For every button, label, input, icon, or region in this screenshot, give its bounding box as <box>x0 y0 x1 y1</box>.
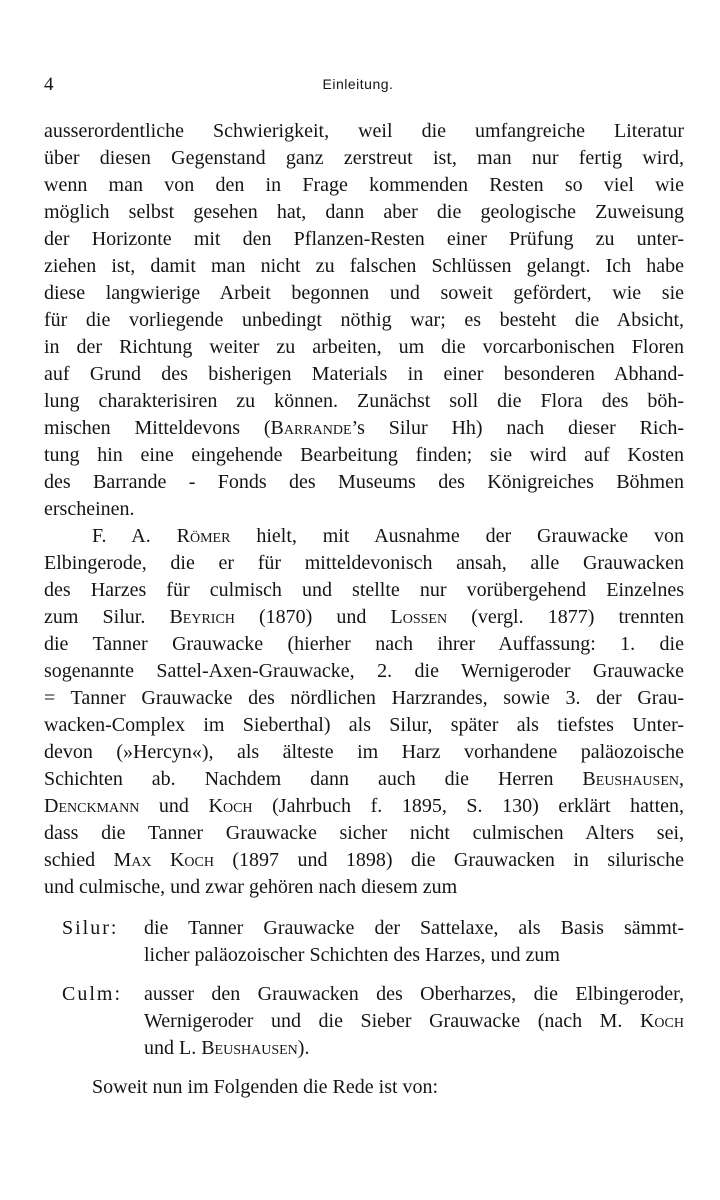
list-body <box>144 915 684 969</box>
text-line: die Tanner Grauwacke (hierher nach ihrer Auffassung: 1. die <box>44 633 684 655</box>
text-span: mischen Mitteldevons ( <box>44 417 271 439</box>
text-span: ’s Silur Hh) nach dieser Rich- <box>351 417 685 439</box>
text-line: dass die Tanner Grauwacke sicher nicht culmischen Alters sei, <box>44 822 684 844</box>
author-name: Beushausen <box>201 1037 298 1059</box>
paragraph-2 <box>44 523 684 901</box>
text-line <box>44 523 684 550</box>
text-span: (1897 und 1898) die Grauwacken in silurische <box>213 849 684 871</box>
closing-line: Soweit nun im Folgenden die Rede ist von: <box>92 1076 439 1098</box>
list-term: Culm: <box>62 983 123 1005</box>
author-name: Beyrich <box>169 606 235 628</box>
author-name: Barrande <box>270 417 352 439</box>
page-header <box>44 74 672 98</box>
text-line: Elbingerode, die er für mitteldevonisch ansah, alle Grauwacken <box>44 552 684 574</box>
text-span: ). <box>297 1037 310 1059</box>
list-item-culm <box>44 981 684 1062</box>
author-name: Max Koch <box>113 849 214 871</box>
text-line: für die vorliegende unbedingt nöthig war; es besteht die Absicht, <box>44 309 684 331</box>
text-line: = Tanner Grauwacke des nördlichen Harzrandes, sowie 3. der Grau- <box>44 687 684 709</box>
text-line <box>144 1035 684 1062</box>
author-name: Beushausen, <box>582 768 684 790</box>
text-line <box>44 604 684 631</box>
text-line: über diesen Gegenstand ganz zerstreut ist, man nur fertig wird, <box>44 147 684 169</box>
author-name: Koch <box>208 795 253 817</box>
text-line <box>44 766 684 793</box>
text-line: diese langwierige Arbeit begonnen und soweit gefördert, wie sie <box>44 282 684 304</box>
body-text <box>44 118 684 1101</box>
text-line: ausser den Grauwacken des Oberharzes, die Elbingeroder, <box>144 983 684 1005</box>
author-name: Lossen <box>390 606 448 628</box>
list-term: Silur: <box>62 917 119 939</box>
text-line: wenn man von den in Frage kommenden Resten so viel wie <box>44 174 684 196</box>
definition-list <box>44 915 684 1062</box>
list-body <box>144 981 684 1062</box>
text-line: sogenannte Sattel-Axen-Grauwacke, 2. die Wernigeroder Grauwacke <box>44 660 684 682</box>
text-line: auf Grund des bisherigen Materials in einer besonderen Abhand- <box>44 363 684 385</box>
text-span: Wernigeroder und die Sieber Grauwacke (nach M. <box>144 1010 640 1032</box>
list-item-silur <box>44 915 684 969</box>
text-span: (Jahrbuch f. 1895, S. 130) erklärt hatten, <box>252 795 685 817</box>
text-line: in der Richtung weiter zu arbeiten, um die vorcarbonischen Floren <box>44 336 684 358</box>
text-line: und culmische, und zwar gehören nach diesem zum <box>44 876 458 898</box>
text-line: licher paläozoischer Schichten des Harzes, und zum <box>144 944 560 966</box>
text-line: wacken-Complex im Sieberthal) als Silur, später als tiefstes Unter- <box>44 714 684 736</box>
text-line: erscheinen. <box>44 498 135 520</box>
text-line: des Barrande - Fonds des Museums des Königreiches Böhmen <box>44 471 684 493</box>
text-span: (vergl. 1877) trennten <box>447 606 684 628</box>
text-line <box>144 1008 684 1035</box>
text-span: hielt, mit Ausnahme der Grauwacke von <box>230 525 684 547</box>
text-line: ausserordentliche Schwierigkeit, weil die umfangreiche Literatur <box>44 120 684 142</box>
text-span: (1870) und <box>234 606 391 628</box>
text-line: die Tanner Grauwacke der Sattelaxe, als Basis sämmt- <box>144 917 684 939</box>
text-span: Schichten ab. Nachdem dann auch die Herren <box>44 768 583 790</box>
author-name: Römer <box>176 525 231 547</box>
author-name: Denckmann <box>44 795 140 817</box>
running-head: Einleitung. <box>322 76 394 92</box>
author-name: Koch <box>639 1010 684 1032</box>
paragraph-1 <box>44 118 684 523</box>
text-line <box>44 415 684 442</box>
text-line: möglich selbst gesehen hat, dann aber die geologische Zuweisung <box>44 201 684 223</box>
text-span: und <box>139 795 209 817</box>
text-line: des Harzes für culmisch und stellte nur vorübergehend Einzelnes <box>44 579 684 601</box>
text-line: der Horizonte mit den Pflanzen-Resten einer Prüfung zu unter- <box>44 228 684 250</box>
text-line: tung hin eine eingehende Bearbeitung finden; sie wird auf Kosten <box>44 444 684 466</box>
text-line <box>44 793 684 820</box>
text-line: lung charakterisiren zu können. Zunächst soll die Flora des böh- <box>44 390 684 412</box>
text-span: zum Silur. <box>44 606 170 628</box>
text-line: ziehen ist, damit man nicht zu falschen Schlüssen gelangt. Ich habe <box>44 255 684 277</box>
page-number: 4 <box>44 74 54 95</box>
text-line <box>44 847 684 874</box>
text-span: schied <box>44 849 114 871</box>
text-span: F. A. <box>92 525 177 547</box>
text-span: und L. <box>144 1037 202 1059</box>
text-line: devon (»Hercyn«), als älteste im Harz vorhandene paläozoische <box>44 741 684 763</box>
